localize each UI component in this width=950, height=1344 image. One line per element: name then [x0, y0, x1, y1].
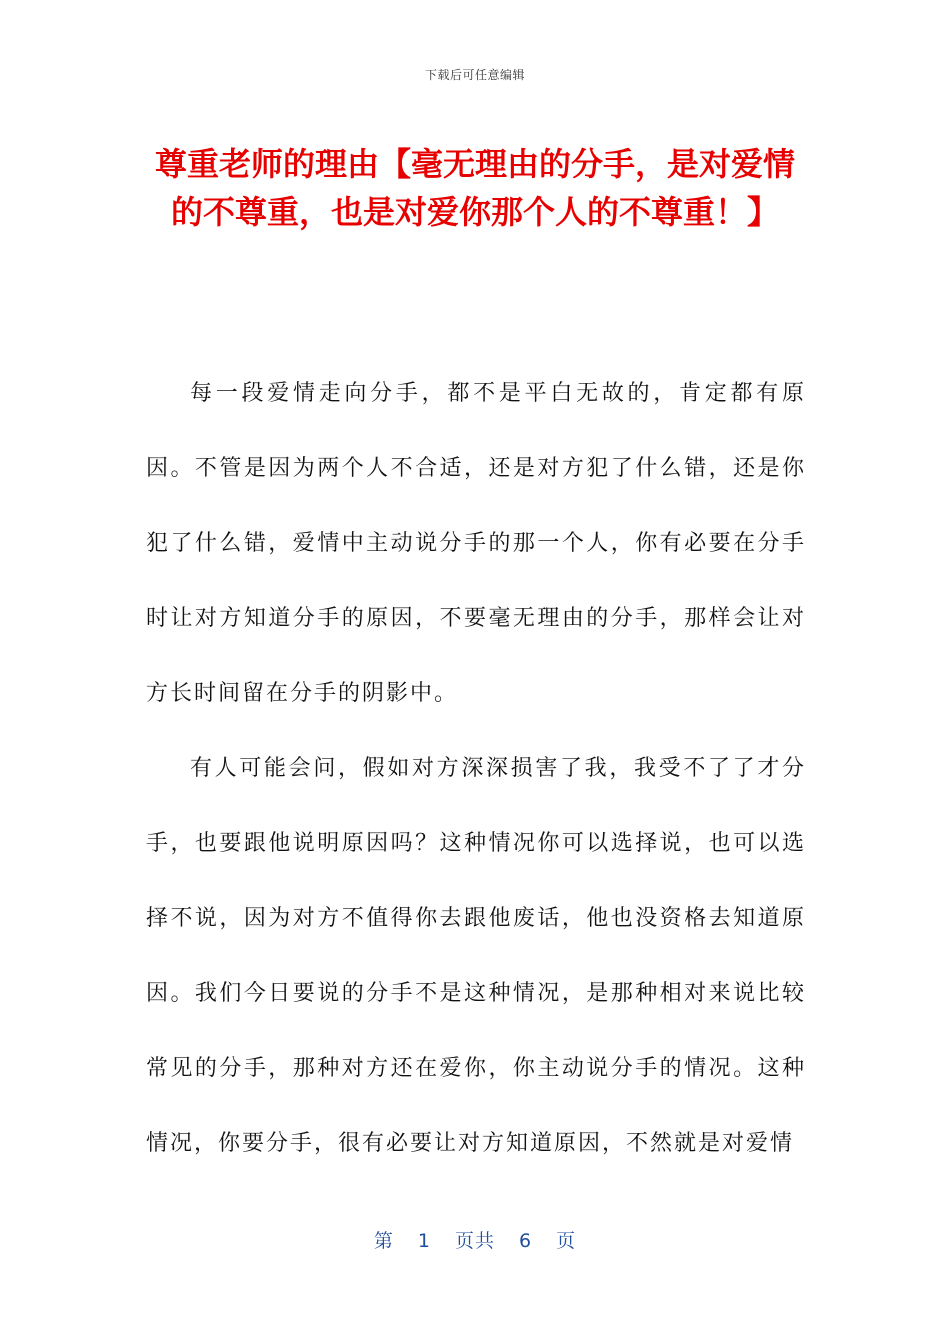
paragraph-1: 每一段爱情走向分手，都不是平白无故的，肯定都有原因。不管是因为两个人不合适，还是对方犯了什么错，还是你犯了什么错，爱情中主动说分手的那一个人，你有必要在分手时让对方知道分手的原因，不要毫无理由的分手，那样会让对方长时间留在分手的阴影中。 — [146, 381, 806, 706]
header-note: 下载后可任意编辑 — [424, 68, 525, 82]
page-footer — [0, 1226, 950, 1253]
total-pages-number: 6 — [519, 1230, 533, 1252]
paragraph-2: 有人可能会问，假如对方深深损害了我，我受不了了才分手，也要跟他说明原因吗？这种情况你可以选择说，也可以选择不说，因为对方不值得你去跟他废话，他也没资格去知道原因。我们今日要说的分手不是这种情况，是那种相对来说比较常见的分手，那种对方还在爱你，你主动说分手的情况。这种情况，你要分手，很有必要让对方知道原因，不然就是对爱情 — [146, 756, 806, 1156]
document-body — [146, 356, 806, 1181]
footer-prefix: 第 — [373, 1230, 394, 1252]
footer-suffix: 页 — [556, 1230, 577, 1252]
document-title: 尊重老师的理由【毫无理由的分手，是对爱情的不尊重，也是对爱你那个人的不尊重！】 — [154, 145, 795, 231]
footer-middle: 页共 — [454, 1230, 495, 1252]
current-page-number: 1 — [417, 1230, 431, 1252]
